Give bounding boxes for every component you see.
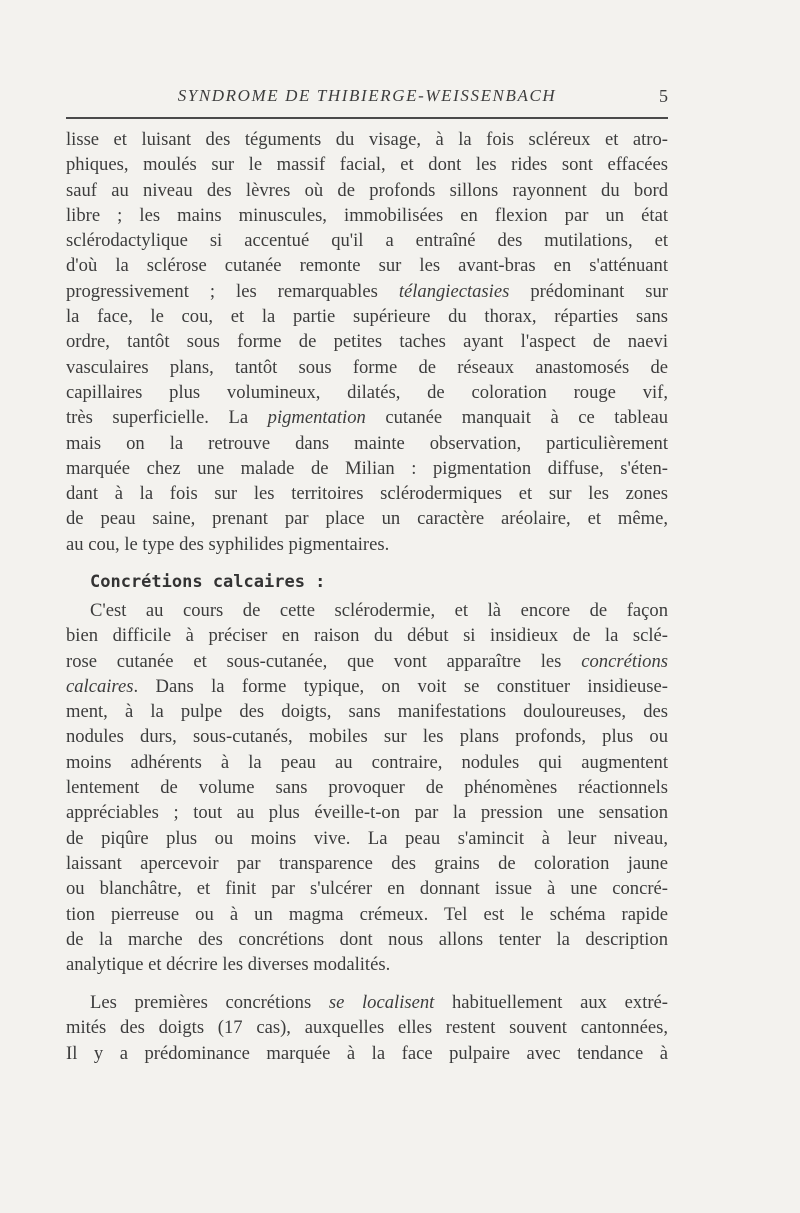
text-line: analytique et décrire les diverses modalités. <box>66 954 391 976</box>
text-run: rose cutanée et sous-cutanée, que vont apparaître les <box>66 650 582 672</box>
text-line: capillaires plus volumineux, dilatés, de coloration rouge vif, <box>66 381 668 403</box>
text-line: moins adhérents à la peau au contraire, nodules qui augmentent <box>66 751 668 773</box>
text-line: ment, à la pulpe des doigts, sans manifestations douloureuses, des <box>66 701 668 723</box>
page-header <box>66 86 668 112</box>
text-line <box>66 649 668 674</box>
running-title: SYNDROME DE THIBIERGE-WEISSENBACH <box>177 86 557 105</box>
text-line: au cou, le type des syphilides pigmentaires. <box>66 533 390 555</box>
section-heading: Concrétions calcaires : <box>90 572 326 592</box>
text-line: nodules durs, sous-cutanés, mobiles sur les plans profonds, plus ou <box>66 726 668 748</box>
italic-term: calcaires <box>66 675 134 697</box>
text-run: . Dans la forme typique, on voit se constituer insidieuse- <box>133 675 668 697</box>
text-line: de piqûre plus ou moins vive. La peau s'amincit à leur niveau, <box>66 827 668 849</box>
text-line: lisse et luisant des téguments du visage, à la fois scléreux et atro- <box>66 129 668 150</box>
italic-term: se localisent <box>328 992 435 1013</box>
text-run: habituellement aux extré- <box>434 992 668 1013</box>
paragraph-2 <box>66 598 668 977</box>
text-line: libre ; les mains minuscules, immobilisées en flexion par un état <box>66 204 668 226</box>
text-run: cutanée manquait à ce tableau <box>365 407 668 429</box>
text-line: vasculaires plans, tantôt sous forme de réseaux anastomosés de <box>66 356 668 378</box>
italic-term: concrétions <box>581 650 668 672</box>
text-line: ou blanchâtre, et finit par s'ulcérer en donnant issue à une concré- <box>66 878 668 900</box>
text-line: tion pierreuse ou à un magma crémeux. Tel est le schéma rapide <box>66 903 668 925</box>
text-run: Les premières concrétions <box>90 992 329 1013</box>
text-line <box>66 674 668 699</box>
text-run: prédominant sur <box>509 280 668 302</box>
text-line: mités des doigts (17 cas), auxquelles elles restent souvent cantonnées, <box>66 1017 668 1039</box>
text-line: appréciables ; tout au plus éveille-t-on par la pression une sensation <box>66 802 668 824</box>
text-line: laissant apercevoir par transparence des grains de coloration jaune <box>66 852 668 874</box>
text-line: lentement de volume sans provoquer de phénomènes réactionnels <box>66 777 668 799</box>
text-line: d'où la sclérose cutanée remonte sur les avant-bras en s'atténuant <box>66 255 668 277</box>
header-rule <box>66 117 668 119</box>
text-line: C'est au cours de cette sclérodermie, et là encore de façon <box>90 600 668 621</box>
text-line: de la marche des concrétions dont nous allons tenter la description <box>66 928 668 950</box>
text-run: progressivement ; les remarquables <box>66 280 399 302</box>
text-line: sclérodactylique si accentué qu'il a entraîné des mutilations, et <box>66 230 668 252</box>
page-number: 5 <box>659 86 668 106</box>
text-line: de peau saine, prenant par place un caractère aréolaire, et même, <box>66 508 668 530</box>
text-line: marquée chez une malade de Milian : pigmentation diffuse, s'éten- <box>66 457 668 479</box>
italic-term: pigmentation <box>267 407 366 429</box>
text-line: ordre, tantôt sous forme de petites taches ayant l'aspect de naevi <box>66 331 668 353</box>
text-line: bien difficile à préciser en raison du début si insidieux de la sclé- <box>66 625 668 647</box>
text-line: sauf au niveau des lèvres où de profonds sillons rayonnent du bord <box>66 179 668 201</box>
italic-term: télangiectasies <box>398 280 510 302</box>
text-line: phiques, moulés sur le massif facial, et dont les rides sont effacées <box>66 154 668 176</box>
text-line <box>66 279 668 304</box>
text-line <box>66 990 668 1015</box>
text-line: mais on la retrouve dans mainte observation, particulièrement <box>66 432 668 454</box>
text-line <box>66 405 668 430</box>
book-page <box>66 0 668 1213</box>
text-line: Il y a prédominance marquée à la face pulpaire avec tendance à <box>66 1042 668 1064</box>
paragraph-1 <box>66 127 668 557</box>
text-line: dant à la fois sur les territoires sclérodermiques et sur les zones <box>66 483 668 505</box>
text-line: la face, le cou, et la partie supérieure du thorax, réparties sans <box>66 306 668 328</box>
paragraph-3 <box>66 990 668 1066</box>
text-run: très superficielle. La <box>66 407 268 429</box>
